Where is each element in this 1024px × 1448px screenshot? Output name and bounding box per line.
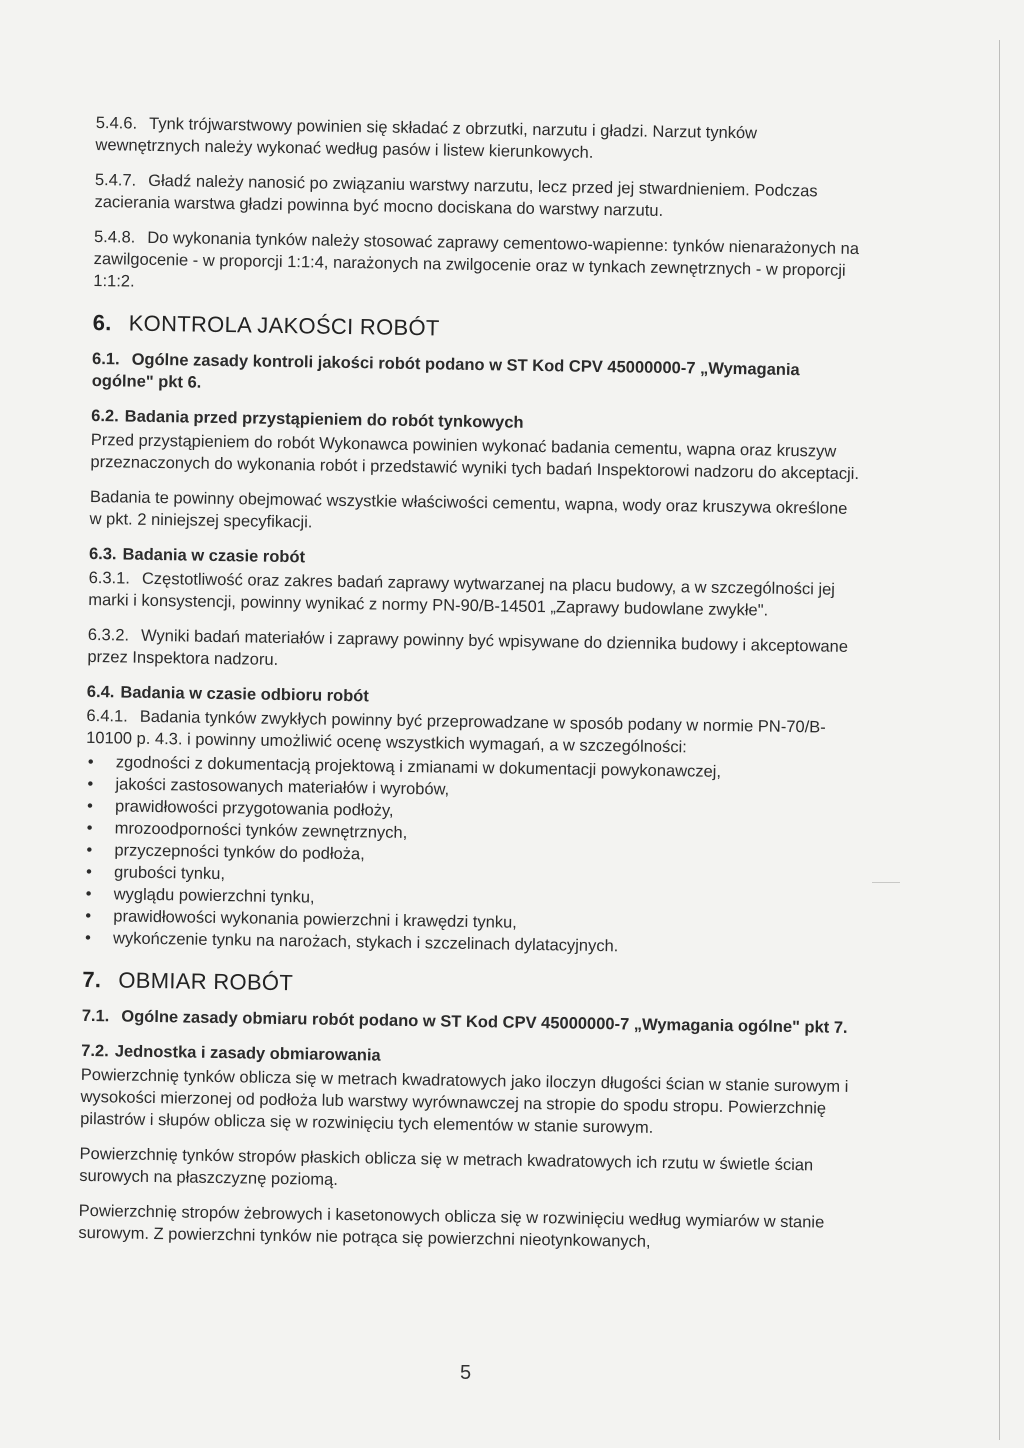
section-title: KONTROLA JAKOŚCI ROBÓT	[128, 310, 440, 341]
paragraph-text: Wyniki badań materiałów i zaprawy powinny być wpisywane do dziennika budowy i akceptowane przez Inspektora nadzoru.	[87, 626, 849, 669]
paragraph-6-2-a: Przed przystąpieniem do robót Wykonawca powinien wykonać badania cementu, wapna oraz kruszyw przeznaczonych do wykonania robót i przedstawić wyniki tych badań Inspektorowi nadzoru do akceptacji.	[90, 430, 860, 484]
list-item: • mrozoodporności tynków zewnętrznych,	[85, 817, 855, 851]
scan-mark	[872, 882, 900, 883]
subsection-title: Badania przed przystąpieniem do robót tynkowych	[124, 407, 524, 432]
document-body	[78, 112, 866, 1269]
section-number: 6.	[92, 309, 112, 336]
subsection-number: 7.2.	[81, 1041, 109, 1061]
paragraph-number: 7.1.	[81, 1006, 110, 1026]
subsection-number: 6.4.	[86, 682, 115, 702]
paragraph-text: Badania tynków zwykłych powinny być przeprowadzane w sposób podany w normie PN-70/B-10100 p. 4.3. i powinny umożliwić ocenę wszystkich wymagań, a w szczególności:	[86, 707, 826, 757]
paragraph-7-2-b: Powierzchnię tynków stropów płaskich oblicza się w metrach kwadratowych ich rzutu w świetle ścian surowych na płaszczyznę poziomą.	[79, 1144, 814, 1189]
subsection-number: 6.2.	[91, 406, 119, 426]
subsection-title: Badania w czasie odbioru robót	[120, 683, 369, 706]
paragraph-6-2-b: Badania te powinny obejmować wszystkie właściwości cementu, wapna, wody oraz kruszywa określone w pkt. 2 niniejszej specyfikacji.	[89, 487, 848, 532]
list-item: • grubości tynku,	[84, 861, 854, 895]
list-item: • prawidłowości przygotowania podłoży,	[85, 795, 855, 829]
paragraph-number: 6.4.1.	[86, 706, 128, 726]
list-item: • wyglądu powierzchni tynku,	[84, 883, 854, 917]
paragraph-5-4-7	[94, 169, 865, 225]
list-item: • zgodności z dokumentacją projektową i zmianami w dokumentacji powykonawczej,	[86, 751, 856, 785]
section-heading-6	[92, 309, 863, 346]
paragraph-number: 6.3.2.	[87, 625, 130, 645]
subsection-title: Jednostka i zasady obmiarowania	[114, 1042, 381, 1065]
list-item: • prawidłowości wykonania powierzchni i krawędzi tynku,	[83, 905, 853, 939]
paragraph-text: Ogólne zasady obmiaru robót podano w ST Kod CPV 45000000-7 „Wymagania ogólne" pkt 7.	[121, 1007, 848, 1037]
paragraph-7-1	[82, 1005, 852, 1039]
paragraph-number: 5.4.7.	[94, 170, 137, 190]
page-edge-line	[999, 40, 1000, 1440]
paragraph-text: Gładź należy nanosić po związaniu warstwy narzutu, lecz przed jej stwardnieniem. Podczas zacierania warstwa gładzi powinna być mocno dociskana do warstwy narzutu.	[94, 171, 818, 220]
paragraph-number: 6.3.1.	[88, 568, 131, 588]
subsection-number: 6.3.	[88, 544, 117, 564]
paragraph-text: Ogólne zasady kontroli jakości robót podano w ST Kod CPV 45000000-7 „Wymagania ogólne" pkt 6.	[91, 350, 800, 392]
paragraph-6-1	[92, 348, 863, 404]
subsection-title: Badania w czasie robót	[122, 545, 306, 567]
page-number: 5	[460, 1362, 472, 1384]
paragraph-7-2-c: Powierzchnię stropów żebrowych i kasetonowych oblicza się w rozwinięciu według wymiarów w stanie surowym. Z powierzchni tynków nie potrąca się powierzchni nieotynkowanych,	[78, 1201, 825, 1251]
paragraph-text: Tynk trójwarstwowy powinien się składać z obrzutki, narzutu i gładzi. Narzut tynków wewnętrznych należy wykonać według pasów i listew kierunkowych.	[95, 114, 758, 162]
paragraph-number: 6.1.	[91, 349, 120, 369]
paragraph-6-3-2	[87, 624, 858, 680]
paragraph-number: 5.4.8.	[93, 227, 136, 247]
paragraph-text: Częstotliwość oraz zakres badań zaprawy wytwarzanej na placu budowy, a w szczególności jej marki i konsystencji, powinny wynikać z normy PN-90/B-14501 „Zaprawy budowlane zwykłe".	[88, 569, 836, 620]
paragraph-6-3-1	[88, 567, 859, 623]
paragraph-7-2-a: Powierzchnię tynków oblicza się w metrach kwadratowych jako iloczyn długości ścian w stanie surowym i wysokości mierzonej od podłoża lub warstwy wyrównawczej na stropie do spodu stropu. Powierzchnię pilastrów i słupów oblicza się w rozwinięciu tych elementów w stanie surowym.	[80, 1065, 849, 1137]
paragraph-5-4-8	[93, 226, 864, 304]
paragraph-number: 5.4.6.	[95, 113, 138, 133]
requirements-list	[83, 751, 856, 961]
section-heading-7	[82, 966, 852, 1003]
paragraph-text: Do wykonania tynków należy stosować zaprawy cementowo-wapienne: tynków nienarażonych na zawilgocenie - w proporcji 1:1:4, narażonych na zwilgocenie oraz w tynkach zewnętrznych - w proporcji 1:1:2.	[93, 228, 860, 291]
section-number: 7.	[82, 966, 102, 993]
list-item: • przyczepności tynków do podłoża,	[84, 839, 854, 873]
list-item: • wykończenie tynku na narożach, stykach i szczelinach dylatacyjnych.	[83, 927, 853, 961]
section-title: OBMIAR ROBÓT	[118, 967, 294, 996]
paragraph-5-4-6	[95, 112, 866, 168]
list-item: • jakości zastosowanych materiałów i wyrobów,	[85, 773, 855, 807]
